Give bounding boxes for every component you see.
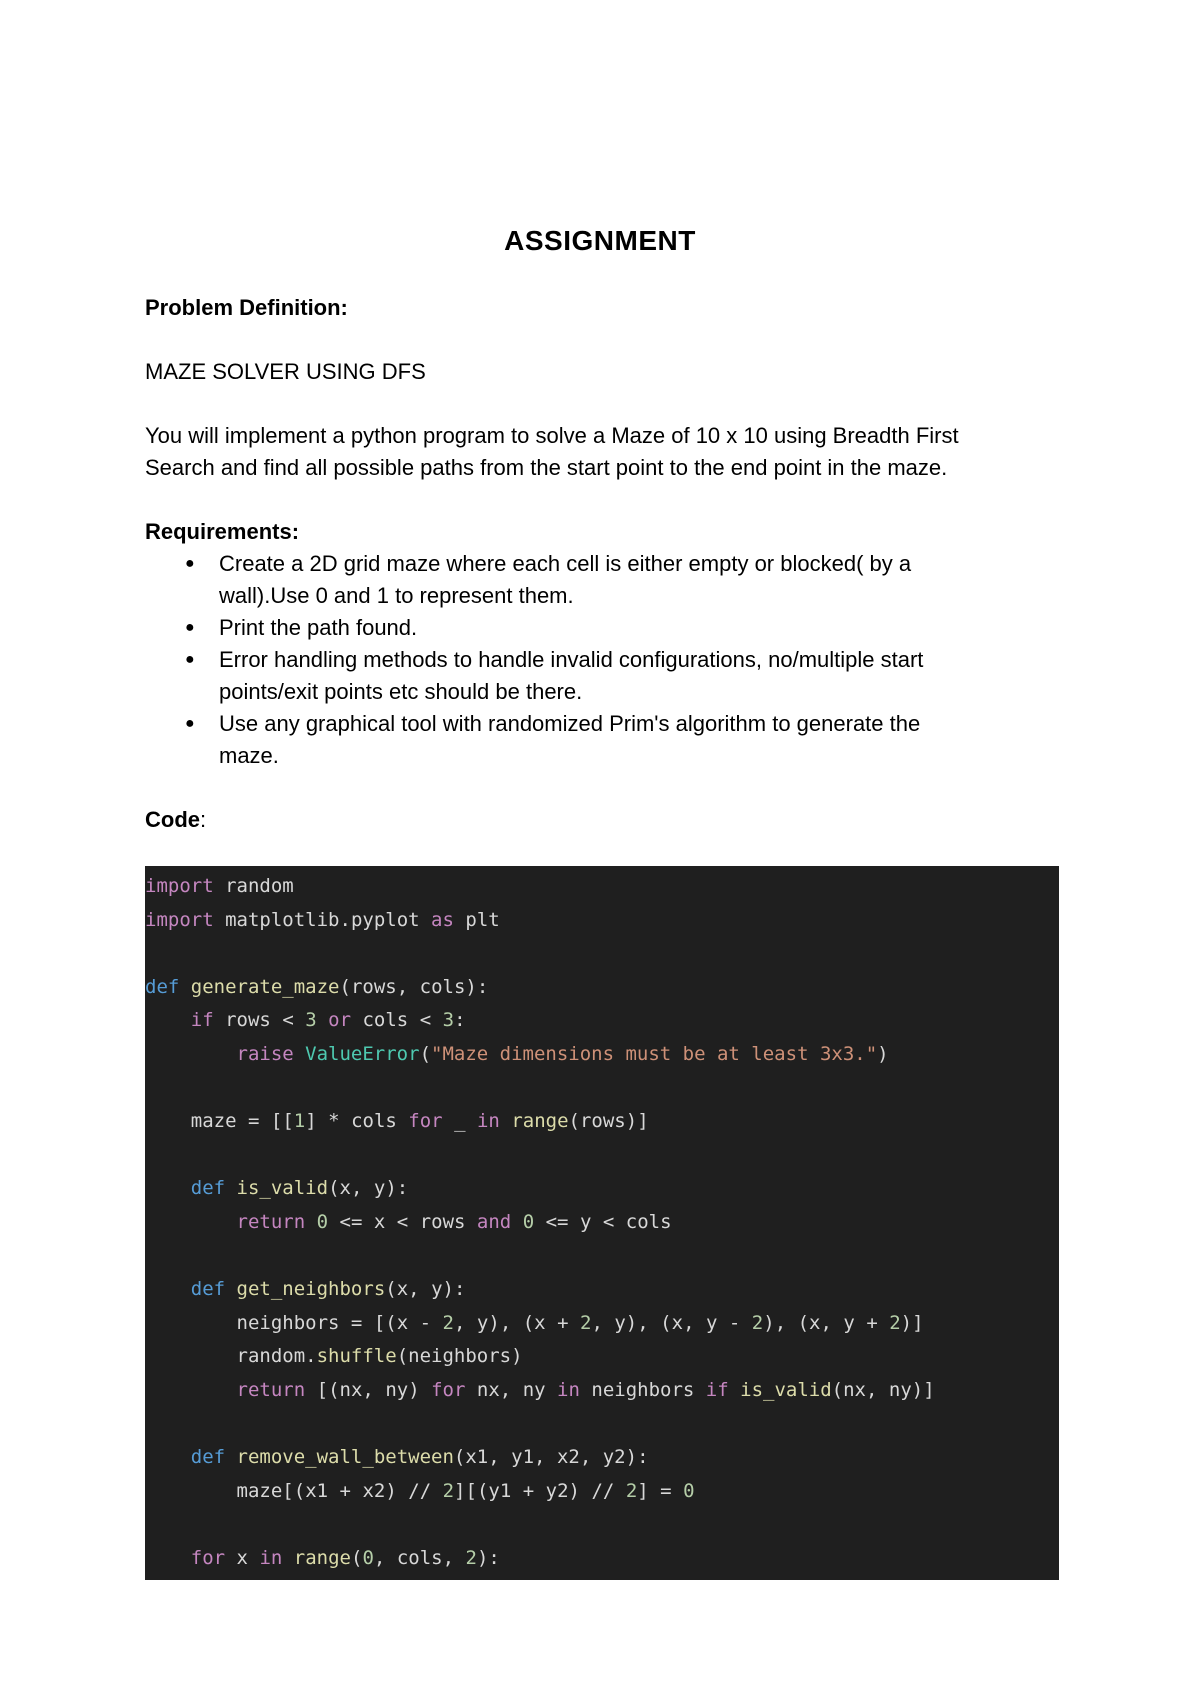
spacer [145, 388, 1065, 420]
code-heading-suffix: : [200, 807, 207, 832]
requirements-heading: Requirements: [145, 519, 300, 544]
problem-heading: Problem Definition: [145, 295, 348, 320]
problem-text-line-2: Search and find all possible paths from the start point to the end point in the maze. [145, 455, 948, 480]
list-item-line-1: Create a 2D grid maze where each cell is either empty or blocked( by a [219, 551, 912, 576]
list-item-line-1: Print the path found. [219, 615, 418, 640]
code-line: random.shuffle(neighbors) [236, 1345, 523, 1368]
bullet-icon: ● [185, 555, 195, 572]
list-item-line-1: Error handling methods to handle invalid configurations, no/multiple start [219, 647, 924, 672]
spacer [145, 484, 1065, 516]
code-line: if rows < 3 or cols < 3: [190, 1009, 466, 1032]
list-item [145, 644, 1065, 708]
code-line: maze[(x1 + x2) // 2][(y1 + y2) // 2] = 0 [236, 1479, 695, 1502]
list-item-line-2: maze. [219, 743, 279, 768]
code-block [145, 866, 1059, 1580]
list-item-line-2: points/exit points etc should be there. [219, 679, 583, 704]
code-line: return [(nx, ny) for nx, ny in neighbors if is_valid(nx, ny)] [236, 1378, 935, 1401]
code-heading-line [145, 804, 1065, 836]
list-item-line-1: Use any graphical tool with randomized Prim's algorithm to generate the [219, 711, 921, 736]
code-heading: Code [145, 807, 200, 832]
problem-text-line-1: You will implement a python program to solve a Maze of 10 x 10 using Breadth First [145, 423, 959, 448]
code-line: neighbors = [(x - 2, y), (x + 2, y), (x, y - 2), (x, y + 2)] [236, 1311, 924, 1334]
spacer [145, 324, 1065, 356]
code-line: def is_valid(x, y): [190, 1177, 409, 1200]
list-item [145, 548, 1065, 612]
problem-title: MAZE SOLVER USING DFS [145, 359, 426, 384]
list-item [145, 708, 1065, 772]
code-line: raise ValueError("Maze dimensions must be at least 3x3.") [236, 1042, 889, 1065]
code-line: import random [145, 875, 294, 897]
code-line: def generate_maze(rows, cols): [145, 975, 489, 998]
code-line: for x in range(0, cols, 2): [190, 1546, 500, 1569]
code-line: def remove_wall_between(x1, y1, x2, y2): [190, 1446, 649, 1469]
list-item-line-2: wall).Use 0 and 1 to represent them. [219, 583, 574, 608]
document-title: ASSIGNMENT [504, 225, 696, 256]
code-line: def get_neighbors(x, y): [190, 1278, 466, 1301]
list-item [145, 612, 1065, 644]
document-body [145, 292, 1065, 836]
bullet-icon: ● [185, 651, 195, 668]
bullet-icon: ● [185, 619, 195, 636]
requirements-list [145, 548, 1065, 772]
code-line: return 0 <= x < rows and 0 <= y < cols [236, 1210, 672, 1233]
spacer [145, 772, 1065, 804]
code-line: maze = [[1] * cols for _ in range(rows)] [190, 1110, 649, 1133]
code-line: import matplotlib.pyplot as plt [145, 908, 500, 931]
bullet-icon: ● [185, 715, 195, 732]
code-listing [145, 866, 1059, 1575]
